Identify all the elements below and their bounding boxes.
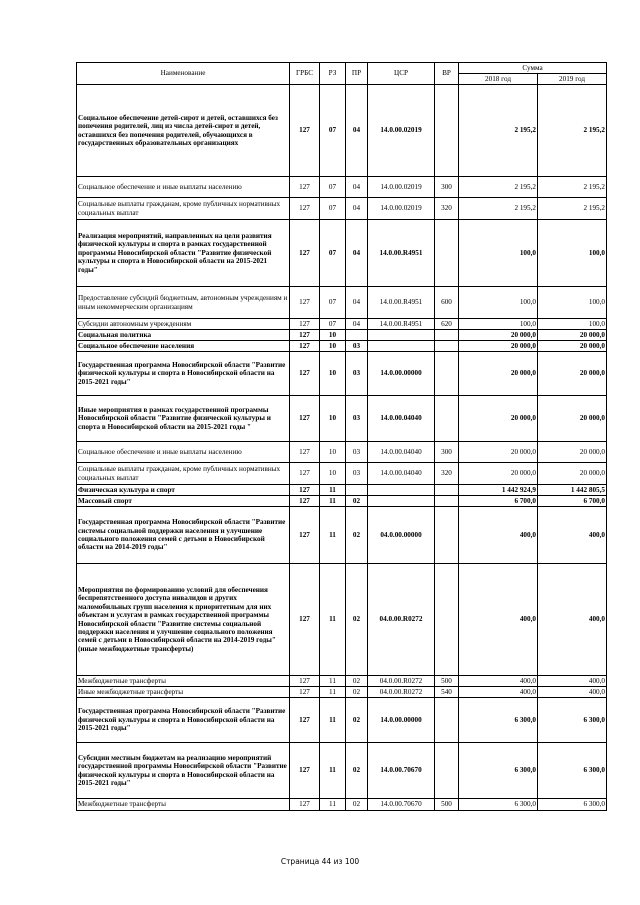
cell-sum-2019: 20 000,0 bbox=[538, 463, 607, 485]
cell-csr: 04.0.00.R0272 bbox=[368, 687, 435, 698]
cell-sum-2018: 6 300,0 bbox=[459, 698, 538, 743]
cell-vr: 540 bbox=[435, 687, 459, 698]
header-year-2018: 2018 год bbox=[459, 74, 538, 85]
table-row bbox=[77, 341, 607, 352]
cell-csr: 14.0.00.R4951 bbox=[368, 287, 435, 319]
table-row bbox=[77, 799, 607, 811]
cell-rz: 10 bbox=[320, 330, 346, 341]
cell-sum-2018: 400,0 bbox=[459, 564, 538, 676]
cell-csr: 14.0.00.00000 bbox=[368, 698, 435, 743]
cell-pr: 02 bbox=[346, 564, 368, 676]
cell-vr: 320 bbox=[435, 198, 459, 220]
table-row bbox=[77, 319, 607, 330]
cell-sum-2018: 20 000,0 bbox=[459, 463, 538, 485]
cell-rz: 11 bbox=[320, 687, 346, 698]
cell-pr: 02 bbox=[346, 799, 368, 811]
cell-grbs: 127 bbox=[290, 341, 320, 352]
cell-sum-2019: 6 300,0 bbox=[538, 799, 607, 811]
cell-grbs: 127 bbox=[290, 198, 320, 220]
cell-grbs: 127 bbox=[290, 507, 320, 564]
cell-vr bbox=[435, 743, 459, 799]
table-row bbox=[77, 496, 607, 507]
cell-name: Субсидии местным бюджетам на реализацию мероприятий государственной программы Новосибирской области "Развитие физической культуры и спорта в Новосибирской области на 2015-2021 годы" bbox=[77, 743, 290, 799]
header-csr: ЦСР bbox=[368, 63, 435, 85]
cell-sum-2019: 6 300,0 bbox=[538, 743, 607, 799]
cell-grbs: 127 bbox=[290, 463, 320, 485]
cell-rz: 07 bbox=[320, 198, 346, 220]
header-rz: РЗ bbox=[320, 63, 346, 85]
cell-sum-2019: 2 195,2 bbox=[538, 177, 607, 198]
cell-sum-2019: 400,0 bbox=[538, 564, 607, 676]
cell-rz: 11 bbox=[320, 496, 346, 507]
cell-csr bbox=[368, 496, 435, 507]
header-vr: ВР bbox=[435, 63, 459, 85]
cell-vr bbox=[435, 507, 459, 564]
cell-pr: 02 bbox=[346, 698, 368, 743]
cell-grbs: 127 bbox=[290, 687, 320, 698]
cell-sum-2018: 6 700,0 bbox=[459, 496, 538, 507]
cell-csr bbox=[368, 485, 435, 496]
header-row bbox=[77, 63, 607, 74]
cell-grbs: 127 bbox=[290, 698, 320, 743]
cell-vr bbox=[435, 352, 459, 396]
cell-rz: 11 bbox=[320, 485, 346, 496]
cell-pr bbox=[346, 330, 368, 341]
cell-pr: 03 bbox=[346, 442, 368, 463]
table-row bbox=[77, 177, 607, 198]
cell-name: Социальное обеспечение детей-сирот и детей, оставшихся без попечения родителей, лиц из числа детей-сирот и детей, оставшихся без попечения родителей, обучающихся в государственных образовательных организациях bbox=[77, 85, 290, 177]
cell-name: Социальное обеспечение и иные выплаты населению bbox=[77, 177, 290, 198]
cell-sum-2019: 20 000,0 bbox=[538, 352, 607, 396]
cell-csr: 14.0.00.04040 bbox=[368, 396, 435, 442]
cell-csr: 04.0.00.R0272 bbox=[368, 564, 435, 676]
cell-name: Иные мероприятия в рамках государственной программы Новосибирской области "Развитие физической культуры и спорта в Новосибирской области на 2015-2021 годы " bbox=[77, 396, 290, 442]
cell-pr: 03 bbox=[346, 463, 368, 485]
cell-grbs: 127 bbox=[290, 485, 320, 496]
cell-rz: 11 bbox=[320, 507, 346, 564]
table-row bbox=[77, 564, 607, 676]
cell-sum-2019: 2 195,2 bbox=[538, 198, 607, 220]
cell-vr bbox=[435, 698, 459, 743]
cell-sum-2018: 20 000,0 bbox=[459, 442, 538, 463]
cell-pr: 04 bbox=[346, 177, 368, 198]
cell-csr: 14.0.00.02019 bbox=[368, 85, 435, 177]
cell-name: Государственная программа Новосибирской области "Развитие физической культуры и спорта в Новосибирской области на 2015-2021 годы" bbox=[77, 698, 290, 743]
cell-sum-2019: 100,0 bbox=[538, 287, 607, 319]
cell-csr bbox=[368, 330, 435, 341]
cell-grbs: 127 bbox=[290, 676, 320, 687]
cell-grbs: 127 bbox=[290, 496, 320, 507]
table-row bbox=[77, 485, 607, 496]
header-name: Наименование bbox=[77, 63, 290, 85]
cell-csr bbox=[368, 341, 435, 352]
cell-sum-2018: 20 000,0 bbox=[459, 341, 538, 352]
cell-sum-2018: 100,0 bbox=[459, 287, 538, 319]
cell-sum-2018: 20 000,0 bbox=[459, 330, 538, 341]
cell-grbs: 127 bbox=[290, 396, 320, 442]
cell-name: Реализация мероприятий, направленных на цели развития физической культуры и спорта в рамках государственной программы Новосибирской области "Развитие физической культуры и спорта в Новосибирской области на 2015-2021 годы" bbox=[77, 220, 290, 287]
cell-sum-2018: 400,0 bbox=[459, 676, 538, 687]
cell-csr: 14.0.00.70670 bbox=[368, 799, 435, 811]
table-row bbox=[77, 220, 607, 287]
cell-sum-2019: 20 000,0 bbox=[538, 396, 607, 442]
cell-rz: 07 bbox=[320, 177, 346, 198]
cell-sum-2018: 400,0 bbox=[459, 507, 538, 564]
cell-grbs: 127 bbox=[290, 85, 320, 177]
table-row bbox=[77, 687, 607, 698]
cell-vr: 620 bbox=[435, 319, 459, 330]
cell-sum-2018: 6 300,0 bbox=[459, 799, 538, 811]
cell-csr: 14.0.00.04040 bbox=[368, 463, 435, 485]
cell-grbs: 127 bbox=[290, 352, 320, 396]
cell-rz: 07 bbox=[320, 85, 346, 177]
cell-sum-2018: 2 195,2 bbox=[459, 198, 538, 220]
cell-vr: 500 bbox=[435, 799, 459, 811]
page-number: Страница 44 из 100 bbox=[280, 857, 360, 866]
cell-rz: 07 bbox=[320, 220, 346, 287]
header-year-2019: 2019 год bbox=[538, 74, 607, 85]
cell-name: Физическая культура и спорт bbox=[77, 485, 290, 496]
cell-vr bbox=[435, 341, 459, 352]
cell-grbs: 127 bbox=[290, 330, 320, 341]
cell-vr bbox=[435, 220, 459, 287]
header-pr: ПР bbox=[346, 63, 368, 85]
cell-sum-2018: 20 000,0 bbox=[459, 352, 538, 396]
cell-sum-2019: 100,0 bbox=[538, 220, 607, 287]
cell-sum-2019: 6 700,0 bbox=[538, 496, 607, 507]
table-row bbox=[77, 85, 607, 177]
cell-sum-2019: 2 195,2 bbox=[538, 85, 607, 177]
cell-sum-2019: 400,0 bbox=[538, 676, 607, 687]
cell-grbs: 127 bbox=[290, 442, 320, 463]
cell-rz: 11 bbox=[320, 698, 346, 743]
cell-pr: 04 bbox=[346, 85, 368, 177]
cell-pr: 03 bbox=[346, 352, 368, 396]
cell-pr: 02 bbox=[346, 496, 368, 507]
cell-sum-2018: 6 300,0 bbox=[459, 743, 538, 799]
cell-pr: 02 bbox=[346, 507, 368, 564]
cell-grbs: 127 bbox=[290, 287, 320, 319]
cell-sum-2018: 20 000,0 bbox=[459, 396, 538, 442]
cell-sum-2019: 400,0 bbox=[538, 507, 607, 564]
cell-name: Социальное обеспечение населения bbox=[77, 341, 290, 352]
cell-pr: 02 bbox=[346, 743, 368, 799]
cell-vr bbox=[435, 85, 459, 177]
cell-grbs: 127 bbox=[290, 177, 320, 198]
cell-pr: 04 bbox=[346, 287, 368, 319]
cell-sum-2019: 20 000,0 bbox=[538, 330, 607, 341]
table-row bbox=[77, 396, 607, 442]
cell-sum-2019: 100,0 bbox=[538, 319, 607, 330]
table-row bbox=[77, 463, 607, 485]
cell-vr: 320 bbox=[435, 463, 459, 485]
cell-rz: 10 bbox=[320, 396, 346, 442]
cell-name: Мероприятия по формированию условий для обеспечения беспрепятственного доступа инвалидов и других маломобильных групп населения к приоритетным для них объектам и услугам в рамках государственной программы Новосибирской области "Развитие системы социальной поддержки населения и улучшение социального положения семей с детьми в Новосибирской области на 2014-2019 годы" (иные межбюджетные трансферты) bbox=[77, 564, 290, 676]
cell-name: Социальная политика bbox=[77, 330, 290, 341]
cell-rz: 10 bbox=[320, 341, 346, 352]
cell-name: Предоставление субсидий бюджетным, автономным учреждениям и иным некоммерческим организациям bbox=[77, 287, 290, 319]
cell-vr bbox=[435, 396, 459, 442]
cell-name: Государственная программа Новосибирской области "Развитие физической культуры и спорта в Новосибирской области на 2015-2021 годы" bbox=[77, 352, 290, 396]
cell-name: Государственная программа Новосибирской области "Развитие системы социальной поддержки населения и улучшение социального положения семей с детьми в Новосибирской области на 2014-2019 годы" bbox=[77, 507, 290, 564]
cell-rz: 07 bbox=[320, 319, 346, 330]
cell-name: Субсидии автономным учреждениям bbox=[77, 319, 290, 330]
cell-name: Социальные выплаты гражданам, кроме публичных нормативных социальных выплат bbox=[77, 463, 290, 485]
table-row bbox=[77, 676, 607, 687]
cell-name: Социальное обеспечение и иные выплаты населению bbox=[77, 442, 290, 463]
cell-vr: 500 bbox=[435, 676, 459, 687]
table-row bbox=[77, 330, 607, 341]
cell-vr: 600 bbox=[435, 287, 459, 319]
cell-csr: 14.0.00.00000 bbox=[368, 352, 435, 396]
cell-grbs: 127 bbox=[290, 799, 320, 811]
cell-pr: 03 bbox=[346, 341, 368, 352]
cell-sum-2018: 2 195,2 bbox=[459, 85, 538, 177]
table-row bbox=[77, 442, 607, 463]
cell-csr: 04.0.00.00000 bbox=[368, 507, 435, 564]
cell-rz: 10 bbox=[320, 442, 346, 463]
cell-csr: 14.0.00.R4951 bbox=[368, 220, 435, 287]
cell-vr bbox=[435, 564, 459, 676]
cell-sum-2019: 6 300,0 bbox=[538, 698, 607, 743]
cell-csr: 04.0.00.R0272 bbox=[368, 676, 435, 687]
table-row bbox=[77, 287, 607, 319]
cell-rz: 07 bbox=[320, 287, 346, 319]
cell-sum-2018: 1 442 924,9 bbox=[459, 485, 538, 496]
table-row bbox=[77, 352, 607, 396]
cell-name: Межбюджетные трансферты bbox=[77, 799, 290, 811]
cell-grbs: 127 bbox=[290, 220, 320, 287]
cell-vr: 300 bbox=[435, 177, 459, 198]
cell-pr: 04 bbox=[346, 220, 368, 287]
cell-rz: 11 bbox=[320, 799, 346, 811]
cell-sum-2019: 400,0 bbox=[538, 687, 607, 698]
cell-pr: 04 bbox=[346, 198, 368, 220]
cell-csr: 14.0.00.04040 bbox=[368, 442, 435, 463]
table-row bbox=[77, 507, 607, 564]
header-grbs: ГРБС bbox=[290, 63, 320, 85]
cell-name: Социальные выплаты гражданам, кроме публичных нормативных социальных выплат bbox=[77, 198, 290, 220]
cell-grbs: 127 bbox=[290, 319, 320, 330]
cell-pr bbox=[346, 485, 368, 496]
cell-sum-2018: 400,0 bbox=[459, 687, 538, 698]
cell-sum-2018: 100,0 bbox=[459, 220, 538, 287]
cell-rz: 11 bbox=[320, 676, 346, 687]
cell-vr: 300 bbox=[435, 442, 459, 463]
cell-name: Межбюджетные трансферты bbox=[77, 676, 290, 687]
header-sum: Сумма bbox=[459, 63, 607, 74]
cell-csr: 14.0.00.R4951 bbox=[368, 319, 435, 330]
cell-pr: 04 bbox=[346, 319, 368, 330]
cell-grbs: 127 bbox=[290, 564, 320, 676]
cell-vr bbox=[435, 496, 459, 507]
table-row bbox=[77, 198, 607, 220]
cell-rz: 10 bbox=[320, 463, 346, 485]
cell-csr: 14.0.00.02019 bbox=[368, 177, 435, 198]
cell-pr: 02 bbox=[346, 687, 368, 698]
cell-sum-2019: 1 442 805,5 bbox=[538, 485, 607, 496]
cell-grbs: 127 bbox=[290, 743, 320, 799]
cell-sum-2019: 20 000,0 bbox=[538, 442, 607, 463]
cell-csr: 14.0.00.70670 bbox=[368, 743, 435, 799]
cell-pr: 03 bbox=[346, 396, 368, 442]
cell-vr bbox=[435, 330, 459, 341]
cell-vr bbox=[435, 485, 459, 496]
cell-pr: 02 bbox=[346, 676, 368, 687]
table-body bbox=[77, 85, 607, 811]
cell-rz: 11 bbox=[320, 743, 346, 799]
cell-sum-2018: 100,0 bbox=[459, 319, 538, 330]
cell-name: Иные межбюджетные трансферты bbox=[77, 687, 290, 698]
cell-rz: 10 bbox=[320, 352, 346, 396]
cell-name: Массовый спорт bbox=[77, 496, 290, 507]
cell-csr: 14.0.00.02019 bbox=[368, 198, 435, 220]
table-row bbox=[77, 698, 607, 743]
budget-table bbox=[76, 62, 607, 811]
cell-sum-2018: 2 195,2 bbox=[459, 177, 538, 198]
cell-sum-2019: 20 000,0 bbox=[538, 341, 607, 352]
table-row bbox=[77, 743, 607, 799]
cell-rz: 11 bbox=[320, 564, 346, 676]
